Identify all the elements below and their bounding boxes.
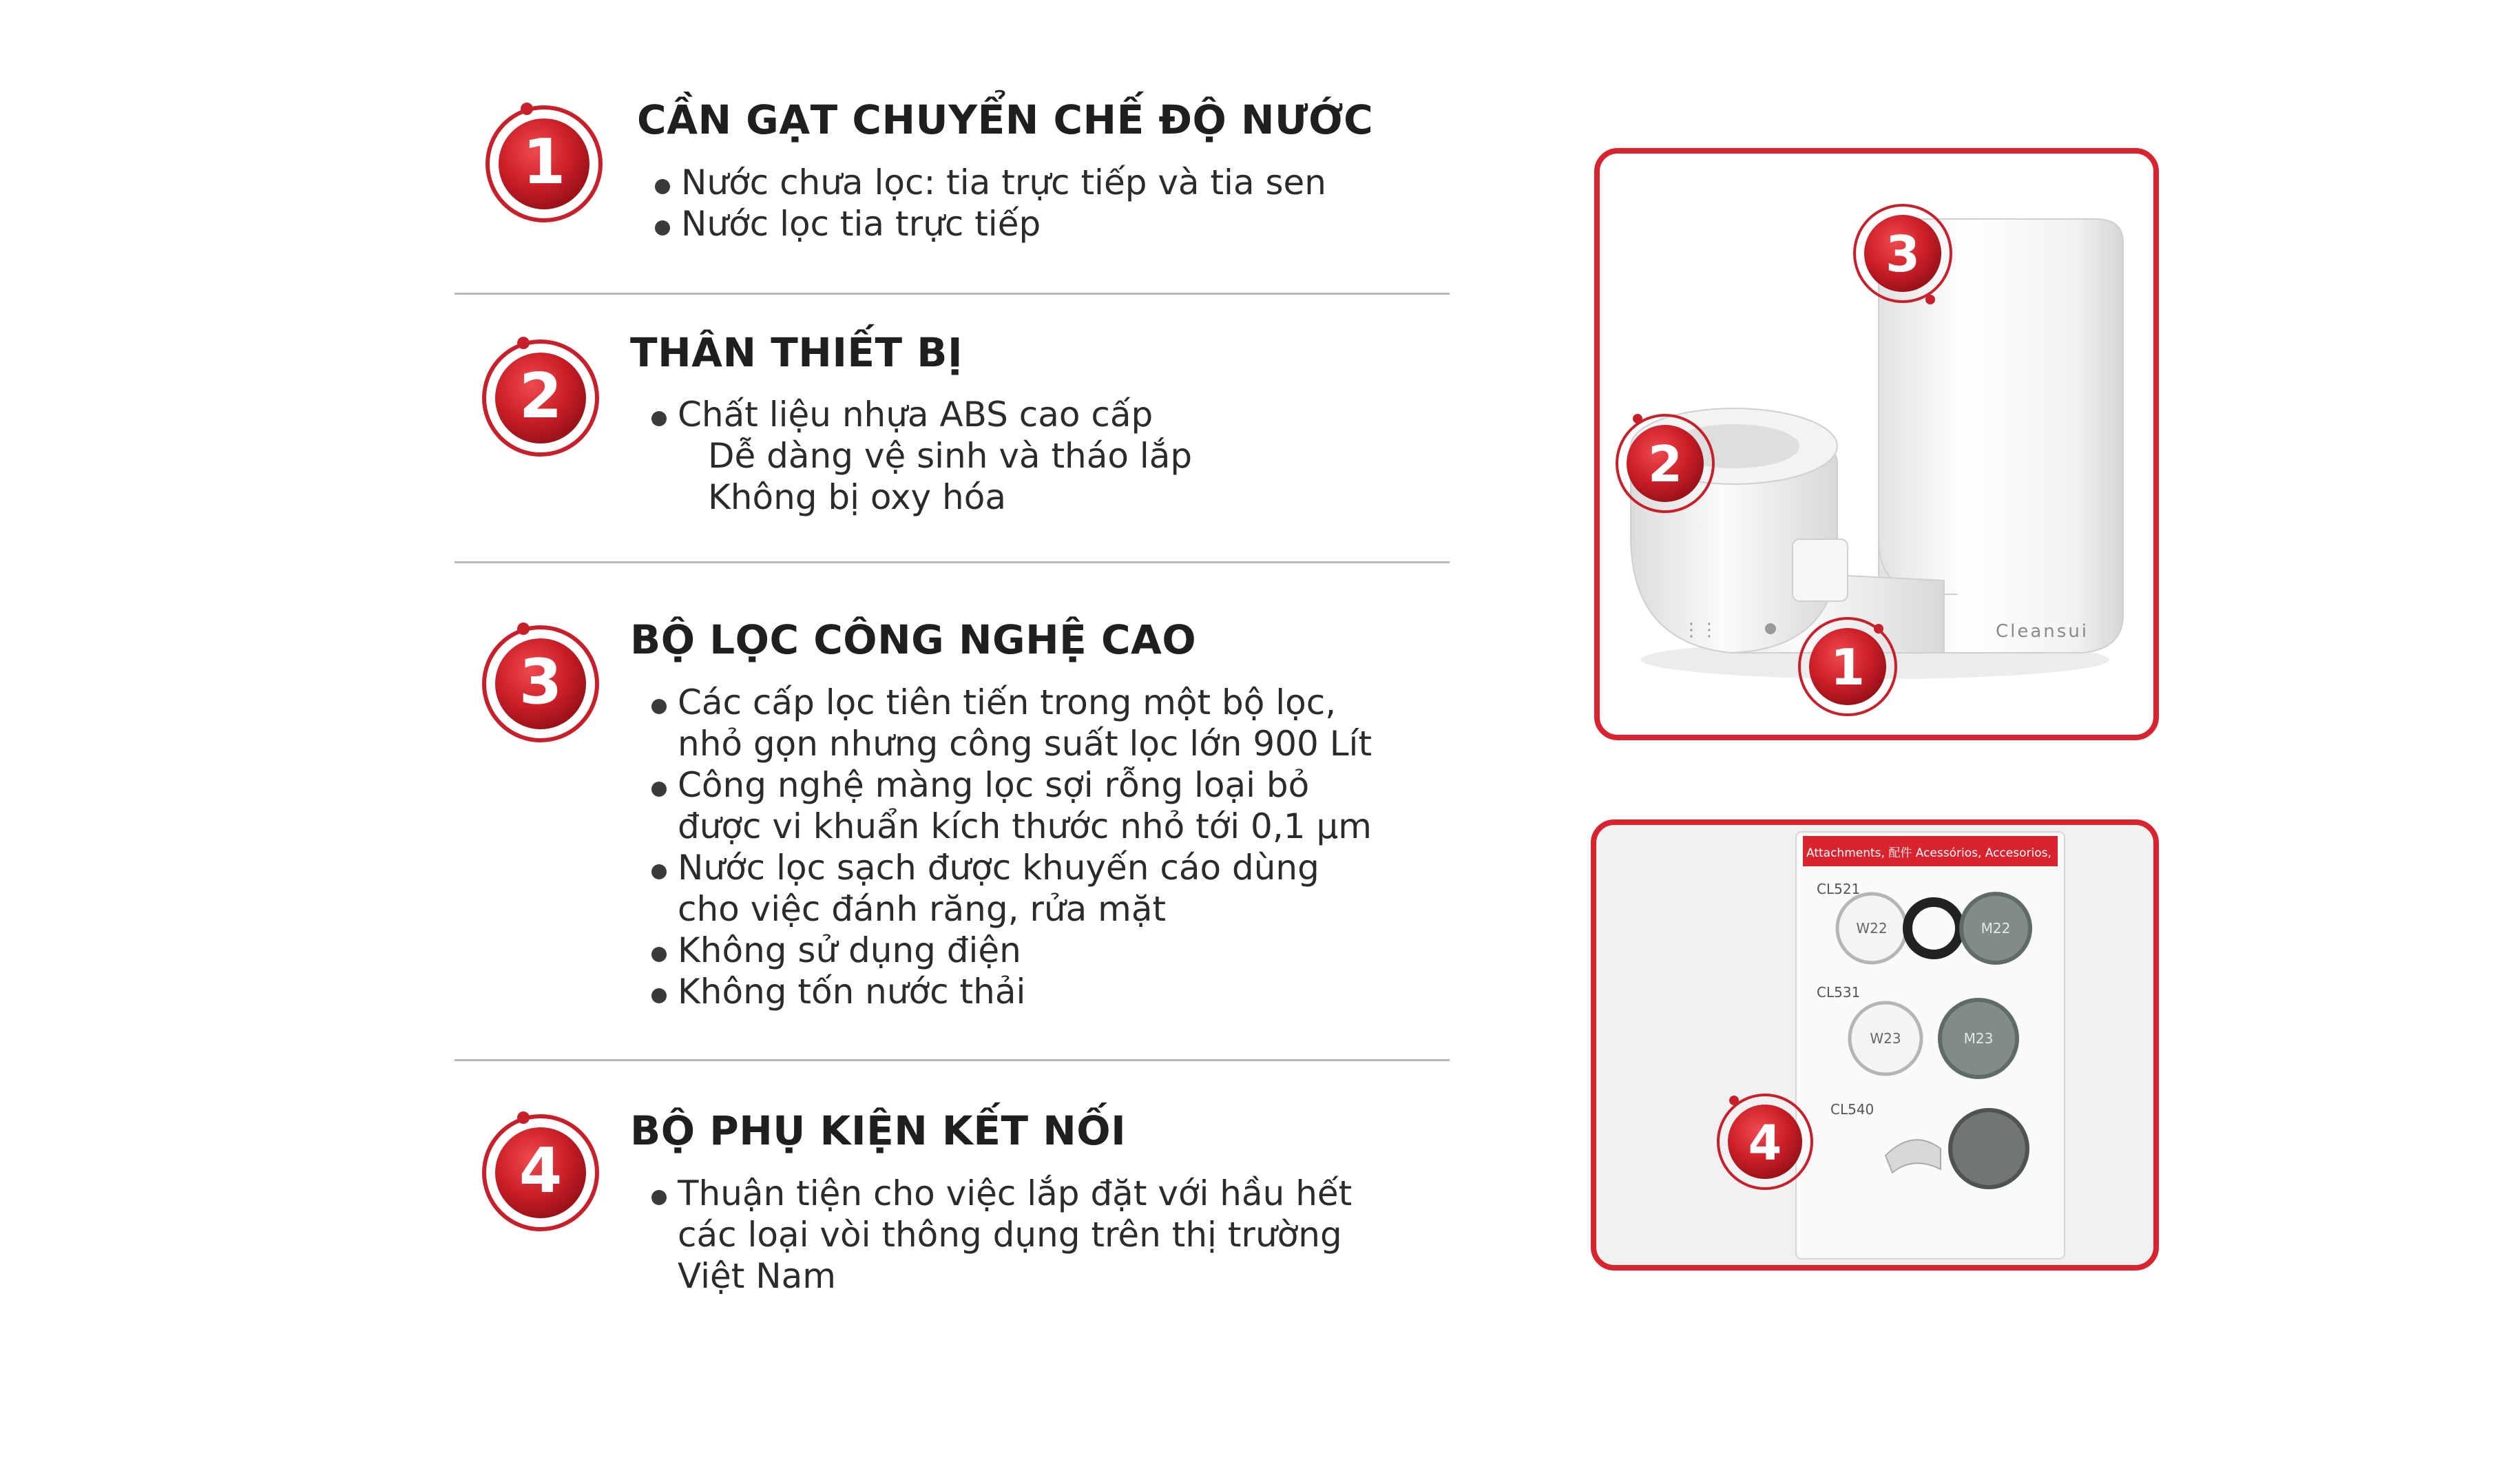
list-item: Công nghệ màng lọc sợi rỗng loại bỏ	[647, 764, 1372, 806]
list-item: Dễ dàng vệ sinh và tháo lắp	[708, 436, 1193, 476]
list-item: Không tốn nước thải	[647, 971, 1372, 1012]
list-item: Nước chưa lọc: tia trực tiếp và tia sen	[651, 162, 1326, 203]
photo-badge-3	[1855, 205, 1951, 304]
list-item: được vi khuẩn kích thước nhỏ tới 0,1 µm	[678, 806, 1372, 846]
pack-header: Attachments, 配件 Acessórios, Accesorios,	[1806, 846, 2051, 860]
brand-label: Cleansui	[1996, 621, 2089, 642]
part-label: CL531	[1817, 984, 1861, 1001]
section-title: BỘ LỌC CÔNG NGHỆ CAO	[630, 616, 1197, 663]
product-photo-frame	[1594, 148, 2159, 740]
section-title: CẦN GẠT CHUYỂN CHẾ ĐỘ NƯỚC	[637, 96, 1374, 143]
list-item: Chất liệu nhựa ABS cao cấp	[647, 394, 1192, 435]
list-item: Không sử dụng điện	[647, 930, 1372, 971]
photo-badge-4	[1718, 1095, 1812, 1189]
divider	[455, 561, 1450, 563]
list-item: Thuận tiện cho việc lắp đặt với hầu hết	[647, 1173, 1352, 1214]
accessory-photo-frame	[1591, 819, 2159, 1271]
list-item: Việt Nam	[678, 1256, 837, 1296]
list-item: nhỏ gọn nhưng công suất lọc lớn 900 Lít	[678, 724, 1372, 764]
badge-number: 1	[522, 126, 566, 198]
bullet-list	[647, 394, 1192, 518]
photo-badge-2	[1617, 414, 1713, 512]
part-label: CL521	[1817, 881, 1861, 897]
badge-number: 4	[519, 1135, 563, 1207]
part-label: M22	[1981, 920, 2011, 937]
number-badge-1	[479, 96, 609, 227]
bullet-list	[651, 162, 1326, 244]
number-badge-2	[475, 331, 606, 461]
part-label: W22	[1856, 920, 1888, 937]
list-item: Không bị oxy hóa	[708, 477, 1006, 517]
badge-number: 3	[1885, 225, 1921, 283]
badge-number: 2	[1647, 435, 1683, 493]
part-label: CL540	[1830, 1101, 1874, 1118]
accessory-pack-illustration	[1596, 825, 2153, 1265]
list-item: Nước lọc sạch được khuyến cáo dùng	[647, 847, 1372, 888]
drop-mode-icon	[1765, 623, 1776, 634]
list-item: Nước lọc tia trực tiếp	[651, 203, 1326, 244]
section-title: BỘ PHỤ KIỆN KẾT NỐI	[630, 1107, 1127, 1154]
water-filter-illustration	[1600, 154, 2153, 735]
list-item: các loại vòi thông dụng trên thị trường	[678, 1215, 1342, 1255]
list-item: Các cấp lọc tiên tiến trong một bộ lọc,	[647, 682, 1372, 723]
list-item: cho việc đánh răng, rửa mặt	[678, 889, 1167, 929]
number-badge-4	[475, 1105, 606, 1236]
divider	[455, 293, 1450, 295]
badge-number: 3	[519, 646, 563, 718]
badge-number: 1	[1830, 638, 1866, 696]
photo-badge-1	[1799, 618, 1896, 715]
divider	[455, 1059, 1450, 1061]
bullet-list	[647, 1173, 1352, 1297]
badge-number: 2	[519, 360, 563, 432]
part-label: M23	[1963, 1030, 1994, 1047]
number-badge-3	[475, 616, 606, 747]
bullet-list	[647, 682, 1372, 1012]
shower-mode-icon: ⋮⋮	[1682, 619, 1718, 640]
section-title: THÂN THIẾT BỊ	[630, 329, 963, 376]
badge-number: 4	[1748, 1115, 1782, 1171]
part-label: W23	[1870, 1030, 1901, 1047]
